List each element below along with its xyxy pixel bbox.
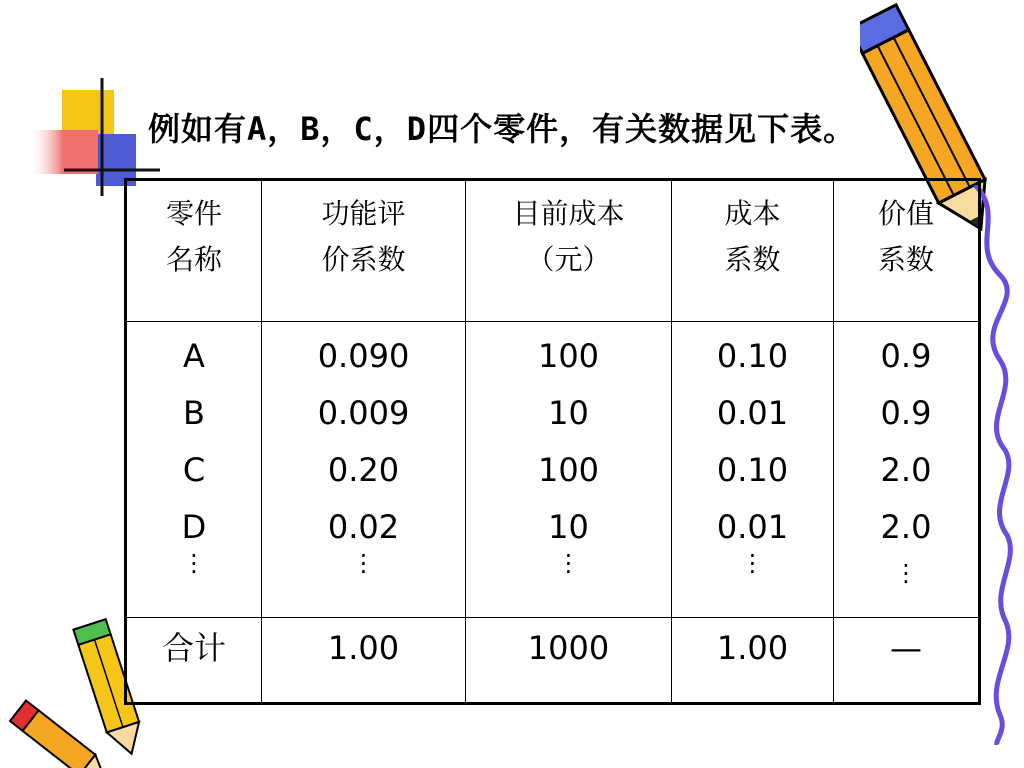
vertical-ellipsis: ⋮	[182, 549, 206, 577]
total-function-coefficient: 1.00	[262, 618, 466, 704]
column-current-costs	[466, 322, 672, 618]
header-text: 目前成本	[512, 197, 625, 230]
header-function-coefficient	[262, 180, 466, 322]
cell-value: 0.10	[716, 451, 789, 489]
header-text: 系数	[877, 243, 934, 276]
cell-value: 0.01	[716, 508, 789, 546]
header-current-cost	[466, 180, 672, 322]
cell-value: 10	[548, 394, 589, 432]
header-text: 零件	[165, 197, 222, 230]
cell-value: 2.0	[880, 508, 932, 546]
column-cost-coefficients	[672, 322, 834, 618]
header-row	[126, 180, 980, 322]
cell-value: 0.20	[327, 451, 400, 489]
total-cost-coefficient: 1.00	[672, 618, 834, 704]
data-table	[124, 178, 981, 705]
cell-value: 100	[537, 451, 600, 489]
cell-value: 100	[537, 337, 600, 375]
header-value-coefficient	[834, 180, 980, 322]
totals-row	[126, 618, 980, 704]
cell-value: 0.9	[880, 394, 932, 432]
cell-value: 0.10	[716, 337, 789, 375]
cell-value: 0.9	[880, 337, 932, 375]
header-text: 系数	[724, 243, 781, 276]
total-value-coefficient: —	[834, 618, 980, 704]
totals-label: 合计	[126, 618, 262, 704]
cell-value: C	[182, 451, 206, 489]
cell-value: B	[183, 394, 205, 432]
header-text: （元）	[526, 243, 611, 276]
data-row	[126, 322, 980, 618]
cell-value: 10	[548, 508, 589, 546]
cell-value: 0.090	[317, 337, 410, 375]
vertical-ellipsis: ⋮	[351, 549, 376, 577]
header-text: 名称	[165, 243, 222, 276]
column-value-coefficients	[834, 322, 980, 618]
cell-value: 0.009	[317, 394, 410, 432]
header-text: 功能评	[321, 197, 406, 230]
header-text: 价值	[877, 197, 934, 230]
vertical-ellipsis: ⋮	[740, 549, 765, 577]
vertical-ellipsis: ⋮	[556, 549, 581, 577]
cell-value: 2.0	[880, 451, 932, 489]
cell-value: D	[181, 508, 207, 546]
page-title: 例如有A，B，C，D四个零件，有关数据见下表。	[148, 110, 857, 148]
cell-value: 0.02	[327, 508, 400, 546]
vertical-ellipsis: ⋮	[894, 559, 918, 587]
cell-value: 0.01	[716, 394, 789, 432]
cell-value: A	[183, 337, 205, 375]
column-function-coefficients	[262, 322, 466, 618]
total-current-cost: 1000	[466, 618, 672, 704]
header-text: 价系数	[321, 243, 406, 276]
header-part-name	[126, 180, 262, 322]
column-part-names	[126, 322, 262, 618]
header-text: 成本	[724, 197, 781, 230]
header-cost-coefficient	[672, 180, 834, 322]
